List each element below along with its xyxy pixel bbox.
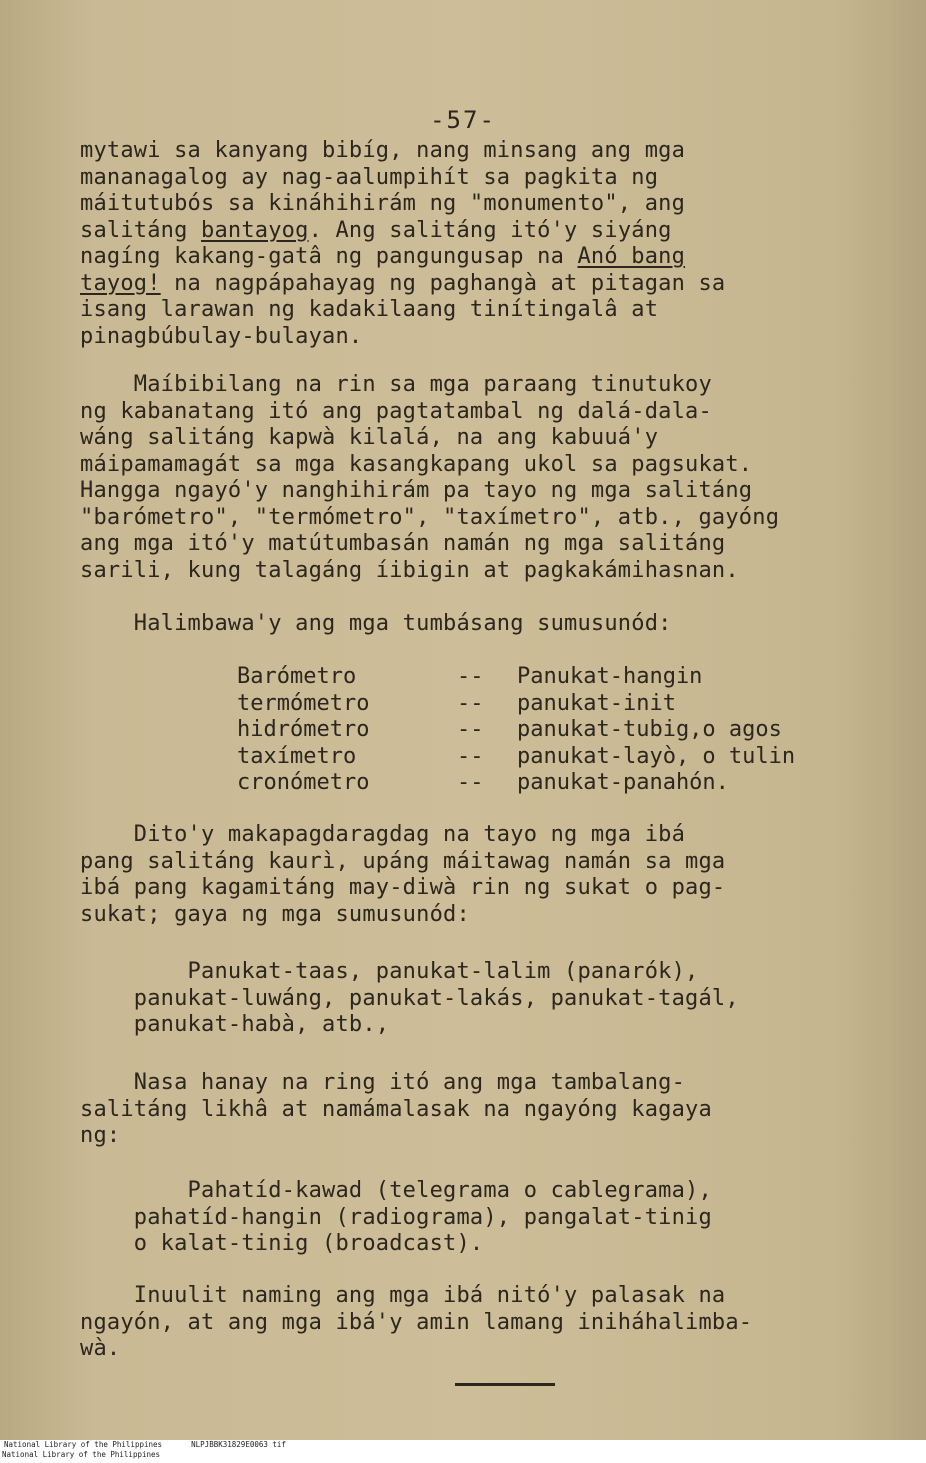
text-line: Hangga ngayó'y nanghihirám pa tayo ng mga salitáng — [80, 478, 753, 503]
paragraph-tambalan — [80, 372, 850, 584]
text-line: wà. — [80, 1336, 121, 1361]
paragraph-monumento — [80, 138, 850, 350]
table-equivalent: panukat-layò, o tulin — [517, 743, 796, 769]
text-line: máitutubós sa kináhihirám ng "monumento", ang — [80, 191, 686, 216]
footer-line-1 — [0, 1440, 926, 1450]
text-line: pahatíd-hangin (radiograma), pangalat-tinig — [80, 1204, 712, 1230]
table-term: termómetro — [237, 690, 370, 716]
text-line: panukat-habà, atb., — [80, 1012, 390, 1037]
text-segment: na nagpápahayag ng paghangà at pitagan sa — [160, 270, 726, 296]
text-line: pinagbúbulay-bulayan. — [80, 323, 363, 349]
text-segment: nagíng kakang-gatâ ng pangungusap na — [80, 244, 578, 269]
table-term: cronómetro — [237, 770, 370, 795]
table-dash: -- — [457, 770, 484, 795]
underlined-text: bantayog — [201, 217, 309, 243]
text-line: o kalat-tinig (broadcast). — [80, 1231, 484, 1256]
table-equivalent: Panukat-hangin — [517, 664, 703, 689]
table-term: Barómetro — [237, 664, 357, 689]
text-line — [80, 244, 850, 271]
text-line: Panukat-taas, panukat-lalim (panarók), — [80, 959, 699, 984]
text-line: Inuulit naming ang mga ibá nitó'y palasak na — [80, 1283, 726, 1308]
equivalents-table — [237, 664, 877, 797]
text-line: ng kabanatang itó ang pagtatambal ng dalá-dala- — [80, 398, 712, 424]
text-line: Halimbawa'y ang mga tumbásang sumusunód: — [80, 611, 672, 636]
paragraph-nasa-hanay — [80, 1070, 850, 1150]
table-term: taxímetro — [237, 743, 357, 769]
text-line: panukat-luwáng, panukat-lakás, panukat-tagál, — [80, 985, 739, 1011]
table-term: hidrómetro — [237, 717, 370, 742]
paragraph-halimbawa — [80, 611, 850, 638]
table-dash: -- — [457, 743, 484, 769]
table-dash: -- — [457, 717, 484, 742]
text-line: sarili, kung talagáng íibigin at pagkakámihasnan. — [80, 557, 739, 583]
text-line: Pahatíd-kawad (telegrama o cablegrama), — [80, 1178, 712, 1203]
text-line: mytawi sa kanyang bibíg, nang minsang ang mga — [80, 138, 686, 163]
underlined-text: Anó bang — [577, 244, 686, 269]
table-equivalent: panukat-init — [517, 690, 676, 716]
paragraph-inuulit — [80, 1283, 850, 1363]
footer-filename: NLPJBBK31829E0063 tif — [191, 1440, 286, 1449]
text-line: ibá pang kagamitáng may-diwà rin ng sukat o pag- — [80, 875, 726, 900]
text-segment: . Ang salitáng itó'y siyáng — [308, 217, 672, 243]
paragraph-dito — [80, 822, 850, 928]
text-line: pang salitáng kaurì, upáng máitawag namán sa mga — [80, 848, 726, 874]
table-dash: -- — [457, 690, 484, 716]
text-line: wáng salitáng kapwà kilalá, na ang kabuuá'y — [80, 425, 659, 450]
text-line: Maíbibilang na rin sa mga paraang tinutukoy — [80, 372, 712, 397]
table-dash: -- — [457, 664, 484, 689]
text-line: sukat; gaya ng mga sumusunód: — [80, 901, 470, 927]
text-line: isang larawan ng kadakilaang tinítingalâ at — [80, 297, 659, 322]
text-line — [80, 218, 850, 245]
text-line: ang mga itó'y matútumbasán namán ng mga salitáng — [80, 531, 726, 556]
text-line: salitáng likhâ at namámalasak na ngayóng kagaya — [80, 1096, 712, 1122]
text-line: "barómetro", "termómetro", "taxímetro", atb., gayóng — [80, 504, 780, 530]
footer-line-2: National Library of the Philippines — [2, 1450, 161, 1459]
text-line: ngayón, at ang mga ibá'y amin lamang iniháhalimba- — [80, 1309, 753, 1335]
text-line: ng: — [80, 1123, 121, 1148]
text-line — [80, 271, 850, 298]
footer — [0, 1440, 926, 1463]
list-panukat — [80, 959, 850, 1039]
text-line: Nasa hanay na ring itó ang mga tambalang- — [80, 1070, 686, 1095]
list-pahatid — [80, 1178, 850, 1258]
page-number: -57- — [430, 106, 496, 134]
text-line: máipamamagát sa mga kasangkapang ukol sa pagsukat. — [80, 451, 753, 477]
footer-library: National Library of the Philippines — [4, 1440, 163, 1449]
text-line: Dito'y makapagdaragdag na tayo ng mga ibá — [80, 822, 686, 847]
text-line: mananagalog ay nag-aalumpihít sa pagkita ng — [80, 164, 659, 190]
underlined-text: tayog! — [80, 270, 161, 296]
end-rule — [455, 1383, 555, 1386]
table-equivalent: panukat-tubig,o agos — [517, 717, 782, 742]
text-segment: salitáng — [80, 217, 202, 243]
table-equivalent: panukat-panahón. — [517, 770, 729, 795]
